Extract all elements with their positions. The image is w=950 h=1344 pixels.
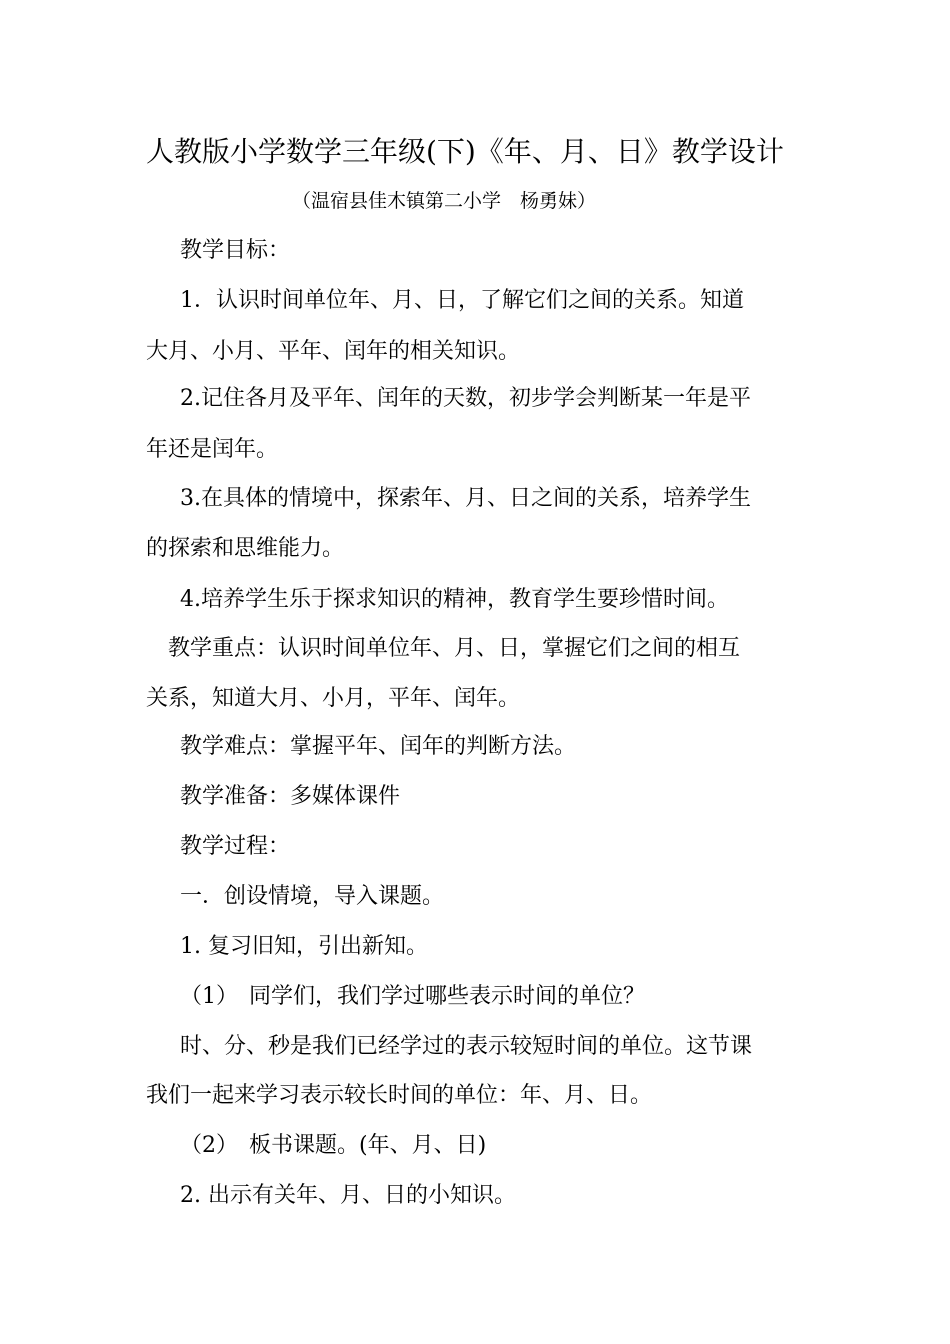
section-heading-process: 教学过程： xyxy=(180,834,291,859)
paragraph-line: 教学重点：认识时间单位年、月、日，掌握它们之间的相互 xyxy=(168,636,741,661)
paragraph-line: 年还是闰年。 xyxy=(146,437,279,462)
paragraph-line: 时、分、秒是我们已经学过的表示较短时间的单位。这节课 xyxy=(180,1034,753,1059)
paragraph-line: 4.培养学生乐于探求知识的精神，教育学生要珍惜时间。 xyxy=(180,587,729,612)
paragraph-line: 1．认识时间单位年、月、日，了解它们之间的关系。知道 xyxy=(180,288,744,313)
paragraph-line: 教学难点：掌握平年、闰年的判断方法。 xyxy=(180,734,577,759)
document-author-line: （温宿县佳木镇第二小学 杨勇妹） xyxy=(292,190,597,212)
paragraph-line: 大月、小月、平年、闰年的相关知识。 xyxy=(146,339,521,364)
paragraph-line: 2.记住各月及平年、闰年的天数，初步学会判断某一年是平 xyxy=(180,386,751,411)
paragraph-line: 教学准备：多媒体课件 xyxy=(180,784,401,809)
paragraph-line: 一．创设情境，导入课题。 xyxy=(180,884,445,909)
paragraph-line: 我们一起来学习表示较长时间的单位：年、月、日。 xyxy=(146,1083,653,1108)
paragraph-line: （1） 同学们，我们学过哪些表示时间的单位？ xyxy=(180,984,645,1009)
paragraph-line: （2） 板书课题。(年、月、日) xyxy=(180,1133,487,1158)
document-title: 人教版小学数学三年级(下)《年、月、日》教学设计 xyxy=(146,135,784,168)
paragraph-line: 的探索和思维能力。 xyxy=(146,536,345,561)
paragraph-line: 1. 复习旧知，引出新知。 xyxy=(180,934,428,959)
paragraph-line: 3.在具体的情境中，探索年、月、日之间的关系，培养学生 xyxy=(180,486,751,511)
paragraph-line: 2. 出示有关年、月、日的小知识。 xyxy=(180,1183,516,1208)
paragraph-line: 关系，知道大月、小月，平年、闰年。 xyxy=(146,686,521,711)
section-heading-objectives: 教学目标： xyxy=(180,238,291,263)
